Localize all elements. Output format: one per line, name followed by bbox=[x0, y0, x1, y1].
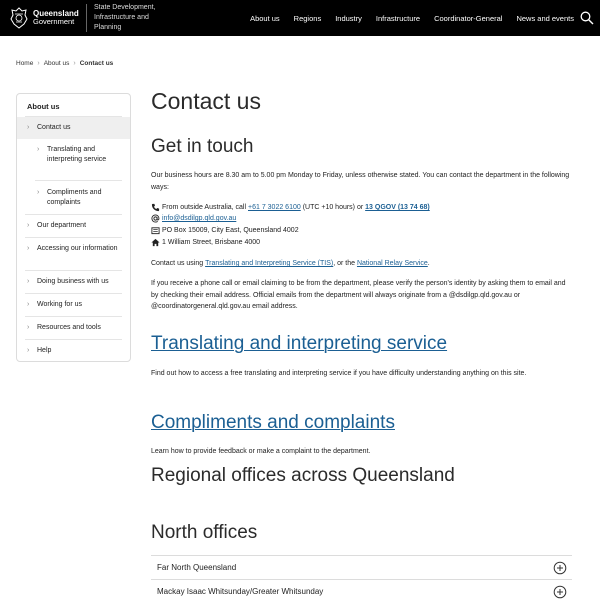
page-title: Contact us bbox=[151, 88, 261, 114]
sidebar-divider bbox=[25, 316, 122, 317]
tis-mid: , or the bbox=[333, 260, 357, 267]
breadcrumb-home[interactable]: Home bbox=[16, 60, 34, 67]
chevron-right-icon: › bbox=[27, 278, 30, 285]
chevron-right-icon: › bbox=[27, 222, 30, 229]
breadcrumb bbox=[16, 60, 113, 67]
nav-news-and-events[interactable]: News and events bbox=[516, 13, 574, 23]
department-name[interactable] bbox=[94, 3, 174, 33]
compliments-heading-link[interactable]: Compliments and complaints bbox=[151, 412, 395, 433]
street-address: 1 William Street, Brisbane 4000 bbox=[162, 239, 261, 246]
sidebar-item-accessing-information[interactable] bbox=[17, 244, 130, 254]
north-offices-heading: North offices bbox=[151, 522, 258, 543]
at-sign-icon bbox=[151, 214, 160, 223]
nav-about-us[interactable]: About us bbox=[250, 13, 280, 23]
chevron-right-icon: › bbox=[27, 124, 30, 131]
sidebar-subitem-translating[interactable] bbox=[17, 145, 130, 165]
sidebar-item-label: Doing business with us bbox=[37, 278, 109, 285]
chevron-right-icon: › bbox=[27, 347, 30, 354]
sidebar-title[interactable]: About us bbox=[27, 102, 60, 111]
phone-international-link[interactable]: +61 7 3022 6100 bbox=[248, 204, 301, 211]
street-address-line bbox=[151, 237, 260, 248]
chevron-right-icon: › bbox=[27, 324, 30, 331]
header-divider bbox=[86, 4, 87, 32]
search-icon[interactable] bbox=[580, 11, 594, 25]
tis-suffix: . bbox=[427, 260, 430, 267]
phone-line bbox=[151, 202, 430, 213]
dept-line-3: Planning bbox=[94, 24, 122, 31]
home-icon bbox=[151, 238, 160, 247]
logo-text bbox=[33, 10, 79, 27]
chevron-right-icon: › bbox=[27, 245, 30, 252]
sidebar-item-label: Help bbox=[37, 347, 52, 354]
sidebar-divider bbox=[25, 339, 122, 340]
get-in-touch-heading: Get in touch bbox=[151, 136, 254, 157]
sidebar-item-doing-business[interactable] bbox=[17, 277, 130, 287]
mailbox-icon bbox=[151, 226, 160, 235]
sidebar-divider bbox=[25, 293, 122, 294]
po-box-line bbox=[151, 225, 299, 236]
logo-line-1: Queensland bbox=[33, 8, 79, 18]
tis-link[interactable]: Translating and Interpreting Service (TIS) bbox=[205, 260, 334, 267]
sidebar-item-contact-us[interactable] bbox=[17, 117, 130, 139]
chevron-right-icon: › bbox=[27, 301, 30, 308]
sidebar-item-resources-tools[interactable] bbox=[17, 323, 130, 333]
dept-line-2: Infrastructure and bbox=[94, 14, 149, 21]
accordion-far-north-queensland[interactable] bbox=[151, 555, 572, 580]
sidebar-item-working-for-us[interactable] bbox=[17, 300, 130, 310]
tis-line bbox=[151, 258, 430, 269]
nav-regions[interactable]: Regions bbox=[293, 13, 322, 23]
sidebar-item-label: Resources and tools bbox=[37, 324, 101, 331]
accordion-mackay-isaac-whitsunday[interactable] bbox=[151, 579, 572, 600]
expand-plus-icon[interactable] bbox=[553, 585, 567, 599]
phone-prefix: From outside Australia, call bbox=[162, 204, 247, 211]
tis-prefix: Contact us using bbox=[151, 260, 206, 267]
dept-line-1: State Development, bbox=[94, 4, 156, 11]
breadcrumb-about-us[interactable]: About us bbox=[43, 60, 70, 67]
translating-description: Find out how to access a free translating and interpreting service if you have difficulty understanding anything on this site. bbox=[151, 370, 527, 377]
po-box-address: PO Box 15009, City East, Queensland 4002 bbox=[162, 227, 299, 234]
sidebar-item-help[interactable] bbox=[17, 346, 130, 356]
email-link[interactable]: info@dsdilgp.qld.gov.au bbox=[162, 215, 237, 222]
breadcrumb-separator-icon: › bbox=[73, 60, 76, 67]
chevron-right-icon: › bbox=[37, 189, 40, 196]
sidebar-subitem-compliments[interactable] bbox=[17, 188, 130, 208]
sidebar-item-label: Accessing our information bbox=[37, 245, 118, 252]
breadcrumb-separator-icon: › bbox=[37, 60, 40, 67]
phone-qgov-link[interactable]: 13 QGOV (13 74 68) bbox=[365, 204, 430, 211]
translating-heading-link[interactable]: Translating and interpreting service bbox=[151, 333, 448, 354]
qld-government-logo[interactable] bbox=[9, 5, 79, 31]
sidebar-item-label: Working for us bbox=[37, 301, 82, 308]
nav-coordinator-general[interactable]: Coordinator-General bbox=[434, 13, 503, 23]
sidebar-divider bbox=[35, 180, 122, 181]
sidebar-item-label: Translating and interpreting service bbox=[47, 146, 107, 163]
sidebar-item-our-department[interactable] bbox=[17, 221, 130, 231]
section-sidebar bbox=[16, 93, 131, 362]
national-relay-service-link[interactable]: National Relay Service bbox=[356, 260, 428, 267]
sidebar-divider bbox=[25, 214, 122, 215]
nav-infrastructure[interactable]: Infrastructure bbox=[375, 13, 421, 23]
accordion-label: Mackay Isaac Whitsunday/Greater Whitsunday bbox=[157, 587, 324, 596]
compliments-description: Learn how to provide feedback or make a complaint to the department. bbox=[151, 448, 371, 455]
breadcrumb-current: Contact us bbox=[79, 60, 114, 67]
phone-icon bbox=[151, 203, 160, 212]
site-header bbox=[0, 0, 600, 36]
business-hours-text: Our business hours are 8.30 am to 5.00 pm Monday to Friday, unless otherwise stated. You can contact the department in the following ways: bbox=[151, 172, 570, 191]
sidebar-divider bbox=[25, 270, 122, 271]
sidebar-divider bbox=[25, 237, 122, 238]
sidebar-item-label: Our department bbox=[37, 222, 87, 229]
chevron-right-icon: › bbox=[37, 146, 40, 153]
sidebar-item-label: Compliments and complaints bbox=[47, 189, 102, 206]
email-line bbox=[151, 213, 236, 224]
sidebar-item-label: Contact us bbox=[37, 124, 71, 131]
phone-mid: (UTC +10 hours) or bbox=[300, 204, 366, 211]
accordion-label: Far North Queensland bbox=[157, 563, 237, 572]
scam-warning-text: If you receive a phone call or email claiming to be from the department, please verify the person's identity by asking them to email and by checking their email address. Official emails from the department will always originate from a @dsdilgp.qld.gov.au or @coordinatorgeneral.qld.gov.au email address. bbox=[151, 280, 566, 310]
nav-industry[interactable]: Industry bbox=[335, 13, 362, 23]
top-navigation bbox=[236, 0, 574, 36]
logo-line-2: Government bbox=[33, 17, 75, 26]
expand-plus-icon[interactable] bbox=[553, 561, 567, 575]
regional-offices-heading: Regional offices across Queensland bbox=[151, 465, 455, 486]
coat-of-arms-icon bbox=[9, 6, 29, 30]
